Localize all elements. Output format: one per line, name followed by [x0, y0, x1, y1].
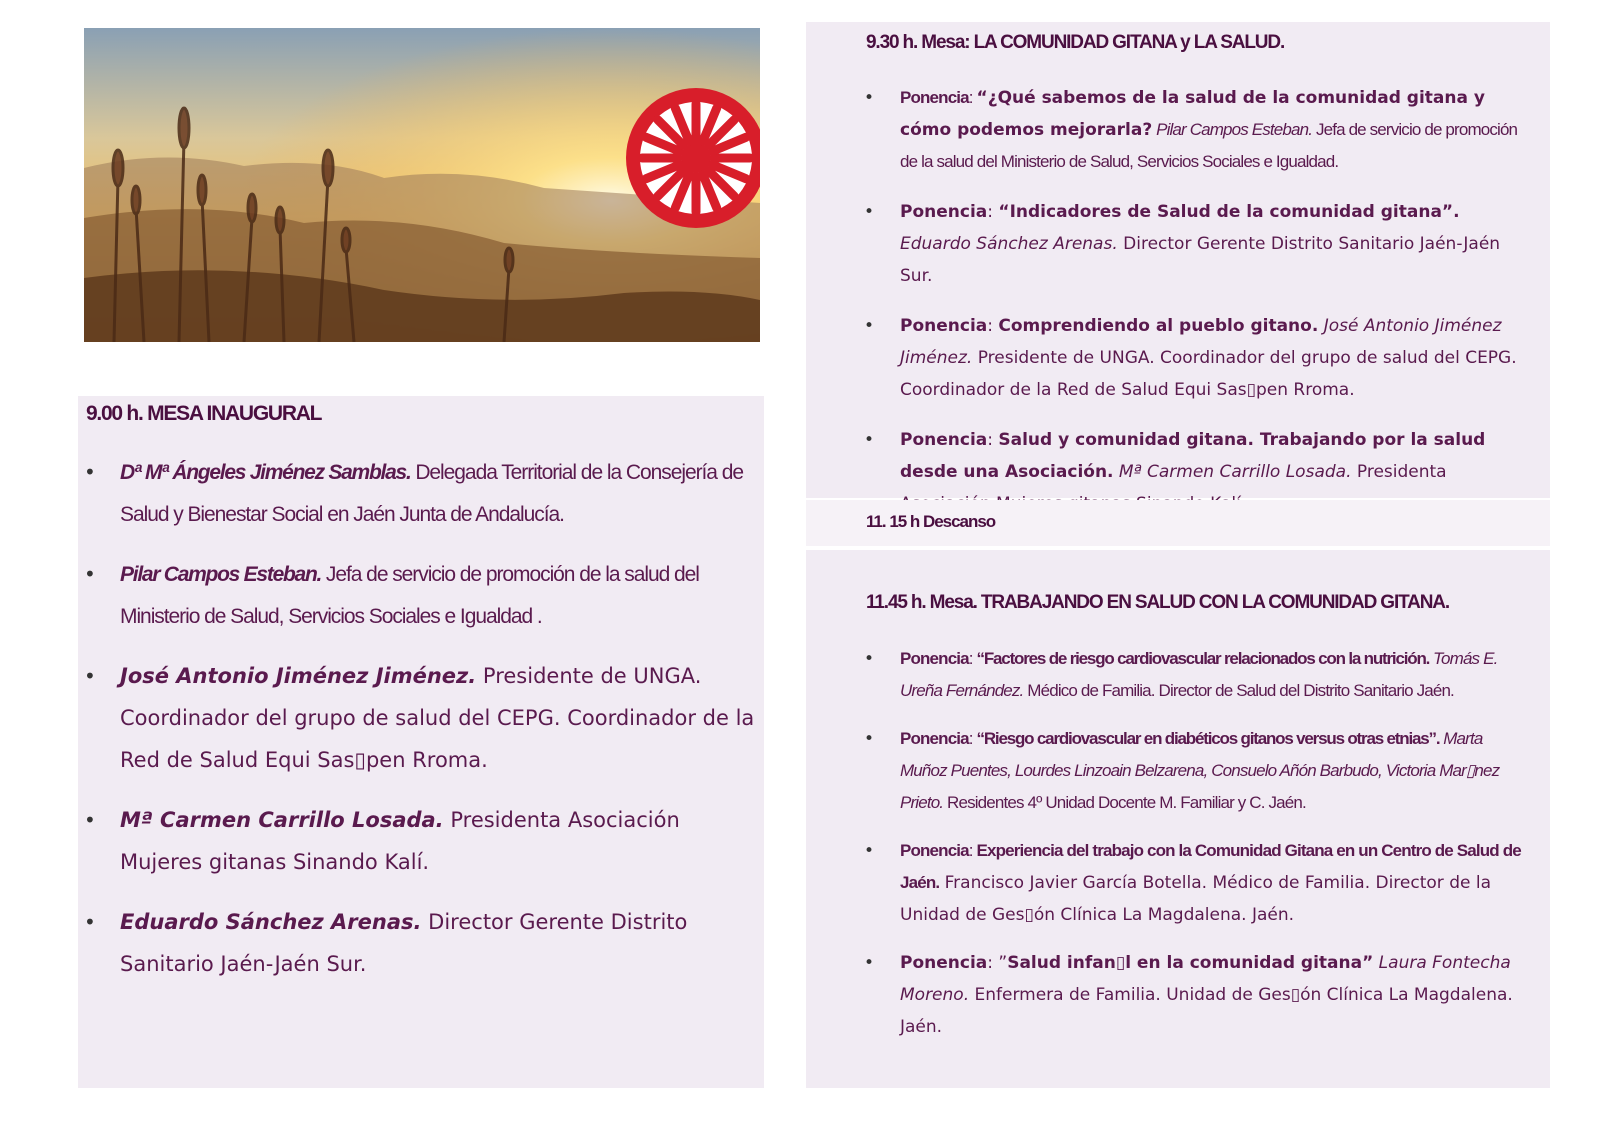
list-item [900, 835, 1530, 931]
talk-author-role: Director Gerente Distrito Sanitario Jaén-Jaén Sur. [900, 234, 1501, 286]
talk-label: Ponencia [900, 88, 969, 107]
talk-author: Eduardo Sánchez Arenas. [900, 234, 1118, 254]
talk-title: Comprendiendo al pueblo gitano. [998, 316, 1319, 336]
break-label: 11. 15 h Descanso [866, 512, 996, 531]
talk-label: Ponencia [900, 316, 988, 336]
speaker-name: Pilar Campos Esteban. [120, 563, 322, 586]
separator: : [987, 430, 999, 450]
talk-author-role: Enfermera de Familia. Unidad de Ges▯ón Clínica La Magdalena. Jaén. [900, 985, 1513, 1037]
working-session-panel [806, 550, 1550, 1088]
talk-title: Salud infan▯l en la comunidad gitana” [1007, 953, 1374, 973]
speaker-name: Mª Carmen Carrillo Losada. [120, 808, 444, 832]
speaker-name: Eduardo Sánchez Arenas. [120, 910, 422, 934]
hero-image [84, 28, 760, 342]
list-item [120, 554, 756, 638]
talk-label: Ponencia [900, 953, 988, 973]
talk-author-role: Médico de Familia. Director de Salud del Distrito Sanitario Jaén. [1023, 681, 1454, 700]
speaker-role: Presidente de UNGA. Coordinador del grupo de salud del CEPG. Coordinador de la Red de Salud Equi Sas▯pen Rroma. [120, 664, 755, 772]
separator: : [968, 841, 977, 860]
talk-label: Ponencia [900, 841, 969, 860]
talk-author-role: Presidente de UNGA. Coordinador del grupo de salud del CEPG. Coordinador de la Red de Salud Equi Sas▯pen Rroma. [900, 348, 1517, 400]
talk-title: “Factores de riesgo cardiovascular relacionados con la nutrición. [976, 649, 1430, 668]
separator: : [968, 88, 977, 107]
separator: : [987, 202, 999, 222]
talk-title: Salud y comunidad gitana. Trabajando por la salud desde una Asociación. [900, 430, 1486, 482]
separator: : [987, 316, 999, 336]
health-session-heading: 9.30 h. Mesa: LA COMUNIDAD GITANA y LA SALUD. [866, 32, 1285, 53]
speaker-role: Jefa de servicio de promoción de la salud del Ministerio de Salud, Servicios Sociales e Igualdad . [120, 563, 699, 628]
talk-author-role: Residentes 4º Unidad Docente M. Familiar y C. Jaén. [943, 793, 1306, 812]
working-session-heading: 11.45 h. Mesa. TRABAJANDO EN SALUD CON LA COMUNIDAD GITANA. [866, 592, 1450, 613]
separator: : ” [987, 953, 1008, 973]
list-item [900, 196, 1530, 292]
talk-title: “¿Qué sabemos de la salud de la comunidad gitana y cómo podemos mejorarla? [900, 88, 1485, 140]
speaker-name: José Antonio Jiménez Jiménez. [120, 664, 477, 688]
talk-title: “Indicadores de Salud de la comunidad gitana”. [998, 202, 1460, 222]
talk-author: Mª Carmen Carrillo Losada. [1113, 462, 1352, 482]
health-session-panel [806, 22, 1550, 498]
talk-author-role: Presidenta [1356, 462, 1447, 482]
talk-author-role: Francisco Javier García Botella. Médico de Familia. Director de la Unidad de Ges▯ón Clínica La Magdalena. Jaén. [900, 873, 1491, 925]
talk-author: Laura Fontecha Moreno. [900, 953, 1511, 1005]
opening-session-heading: 9.00 h. MESA INAUGURAL [86, 402, 322, 425]
separator: : [968, 649, 977, 668]
talk-author: José Antonio Jiménez Jiménez. [900, 316, 1502, 368]
talk-author: Tomás E. Ureña Fernández. [900, 649, 1498, 700]
talk-label: Ponencia [900, 202, 988, 222]
list-item [900, 723, 1530, 819]
romani-chakra-wheel-icon [626, 88, 760, 228]
sunset-landscape-illustration [84, 28, 760, 342]
list-item [900, 643, 1530, 707]
talk-label: Ponencia [900, 729, 969, 748]
list-item [120, 656, 756, 782]
list-item [900, 82, 1530, 178]
health-talks-list [900, 82, 1530, 538]
talk-title: “Riesgo cardiovascular en diabéticos gitanos versus otras etnias”. [976, 729, 1440, 748]
list-item [120, 800, 756, 884]
talk-author: Marta Muñoz Puentes, Lourdes Linzoain Belzarena, Consuelo Añón Barbudo, Victoria Mar▯nez Prieto. [900, 729, 1500, 812]
speaker-role: Delegada Territorial de la Consejería de Salud y Bienestar Social en Jaén Junta de Andalucía. [120, 461, 743, 526]
speaker-role: Presidenta Asociación Mujeres gitanas Sinando Kalí. [120, 808, 680, 874]
speaker-role: Director Gerente Distrito Sanitario Jaén-Jaén Sur. [120, 910, 688, 976]
opening-speakers-list [120, 452, 756, 1004]
list-item [900, 310, 1530, 406]
separator: : [968, 729, 977, 748]
talk-label: Ponencia [900, 649, 969, 668]
speaker-name: Dª Mª Ángeles Jiménez Samblas. [120, 461, 411, 484]
working-talks-list [900, 643, 1530, 1059]
list-item [120, 452, 756, 536]
list-item [120, 902, 756, 986]
opening-session-panel [78, 396, 764, 1088]
list-item [900, 947, 1530, 1043]
talk-author-role: Jefa de servicio de promoción de la salud del Ministerio de Salud, Servicios Sociales e Igualdad. [900, 120, 1518, 171]
talk-title: Experiencia del trabajo con la Comunidad Gitana en un Centro de Salud de Jaén. [900, 841, 1521, 892]
break-panel [806, 500, 1550, 546]
talk-author: Pilar Campos Esteban. [1152, 120, 1313, 139]
talk-label: Ponencia [900, 430, 988, 450]
